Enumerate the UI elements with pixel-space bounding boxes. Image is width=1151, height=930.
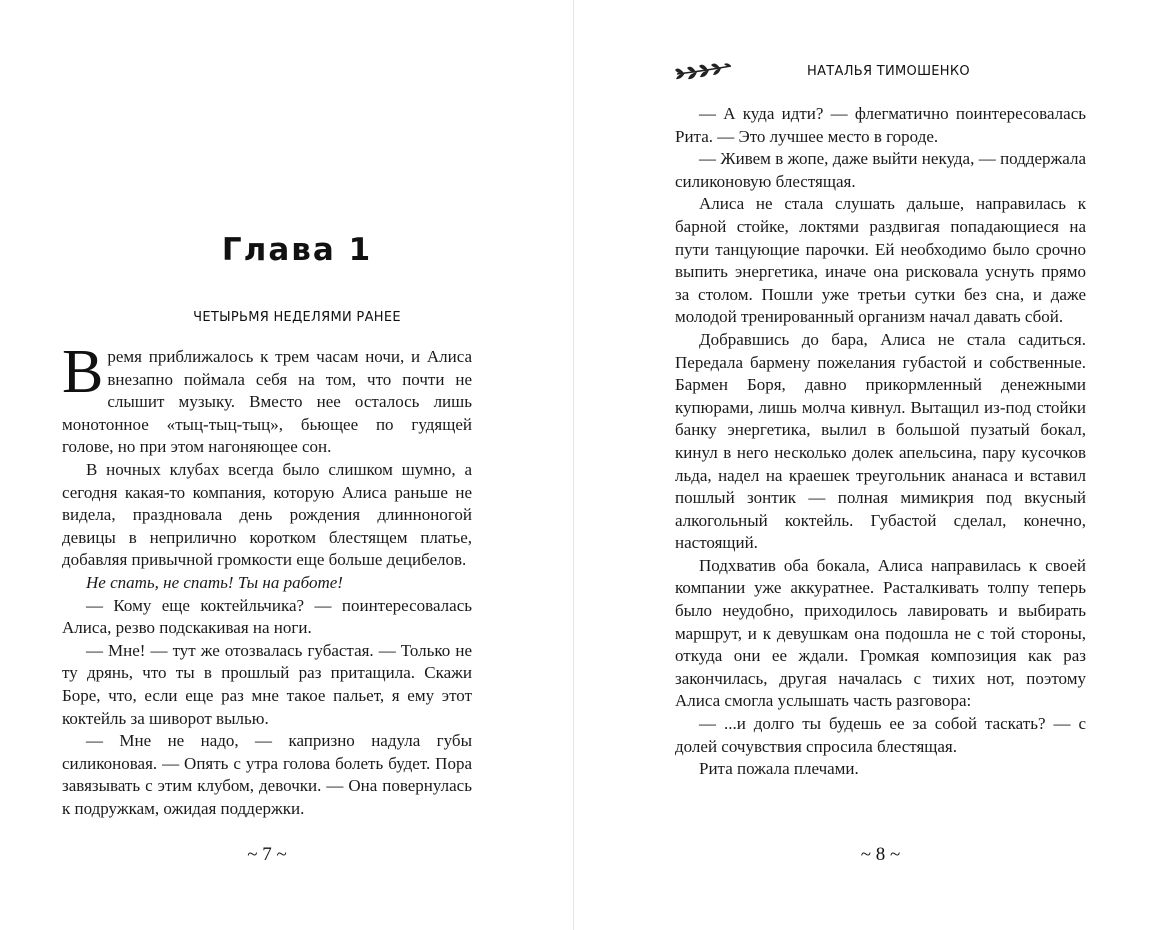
paragraph: Время приближалось к трем часам ночи, и Алиса внезапно поймала себя на том, что почти не слышит музыку. Вместо нее осталось лишь монотонное «тыц-тыц-тыц», бьющее по гудящей голове, но при этом нагоняющее сон. [62, 338, 472, 457]
paragraph: — ...и долго ты будешь ее за собой таскать? — с долей сочувствия спросила блестящая. [675, 714, 1086, 756]
paragraph: Добравшись до бара, Алиса не стала садиться. Передала бармену пожелания губастой и собственные. Бармен Боря, давно прикормленный денежными купюрами, лишь молча кивнул. Вытащил из-под стойки банку энергетика, вылил в большой пузатый бокал, кинул в него несколько долек апельсина, пару кусочков льда, надел на краешек треугольник ананаса и вставил пошлый зонтик — полная мимикрия под вкусный алкогольный коктейль. Губастой сделал, конечно, настоящий. [675, 329, 1086, 553]
paragraph: Подхватив оба бокала, Алиса направилась к своей компании уже аккуратнее. Расталкивать толпу теперь было неудобно, приходилось лавировать и выбирать маршрут, и к девушкам она подошла не с той стороны, откуда они ее ждали. Громкая композиция как раз закончилась, другая началась с тихих нот, поэтому Алиса смогла услышать часть разговора: [675, 555, 1086, 711]
running-header [675, 61, 1086, 85]
paragraph: — Живем в жопе, даже выйти некуда, — поддержала силиконовую блестящая. [675, 149, 1086, 191]
leaf-branch-icon [675, 61, 733, 83]
paragraph: Рита пожала плечами. [699, 759, 859, 779]
paragraph: — Мне не надо, — капризно надула губы силиконовая. — Опять с утра голова болеть будет. Пора завязывать с этим клубом, девочки. — Она повернулась к подружкам, ожидая поддержки. [62, 731, 472, 818]
chapter-title: Глава 1 [221, 232, 373, 268]
paragraph: Не спать, не спать! Ты на работе! [86, 572, 343, 592]
right-page [575, 0, 1151, 930]
paragraph: — Мне! — тут же отозвалась губастая. — Только не ту дрянь, что ты в прошлый раз притащила. Скажи Боре, что, если еще раз мне такое пальет, я ему этот коктейль за шиворот вылью. [62, 640, 472, 728]
drop-cap: В [62, 338, 104, 406]
chapter-subtitle: ЧЕТЫРЬМЯ НЕДЕЛЯМИ РАНЕЕ [193, 310, 401, 325]
page-number: ~ 7 ~ [247, 844, 287, 865]
left-text-block [62, 338, 472, 820]
paragraph: В ночных клубах всегда было слишком шумно, а сегодня какая-то компания, которую Алиса раньше не видела, праздновала день рождения длинноногой девицы в неприлично коротком блестящем платье, добавляя привычной громкости еще больше децибелов. [62, 459, 472, 570]
paragraph: Алиса не стала слушать дальше, направилась к барной стойке, локтями раздвигая попадающиеся на пути танцующие парочки. Ей необходимо было срочно выпить энергетика, иначе она рисковала уснуть прямо за столом. Пошли уже третьи сутки без сна, и даже молодой тренированный организм начал давать сбой. [675, 194, 1086, 327]
paragraph: — Кому еще коктейльчика? — поинтересовалась Алиса, резво подскакивая на ноги. [62, 595, 472, 638]
page-gutter [573, 0, 574, 930]
author-name: НАТАЛЬЯ ТИМОШЕНКО [807, 64, 970, 79]
page-number: ~ 8 ~ [860, 844, 901, 865]
right-text-block [675, 103, 1086, 781]
paragraph: — А куда идти? — флегматично поинтересовалась Рита. — Это лучшее место в городе. [675, 104, 1086, 146]
left-page [0, 0, 573, 930]
